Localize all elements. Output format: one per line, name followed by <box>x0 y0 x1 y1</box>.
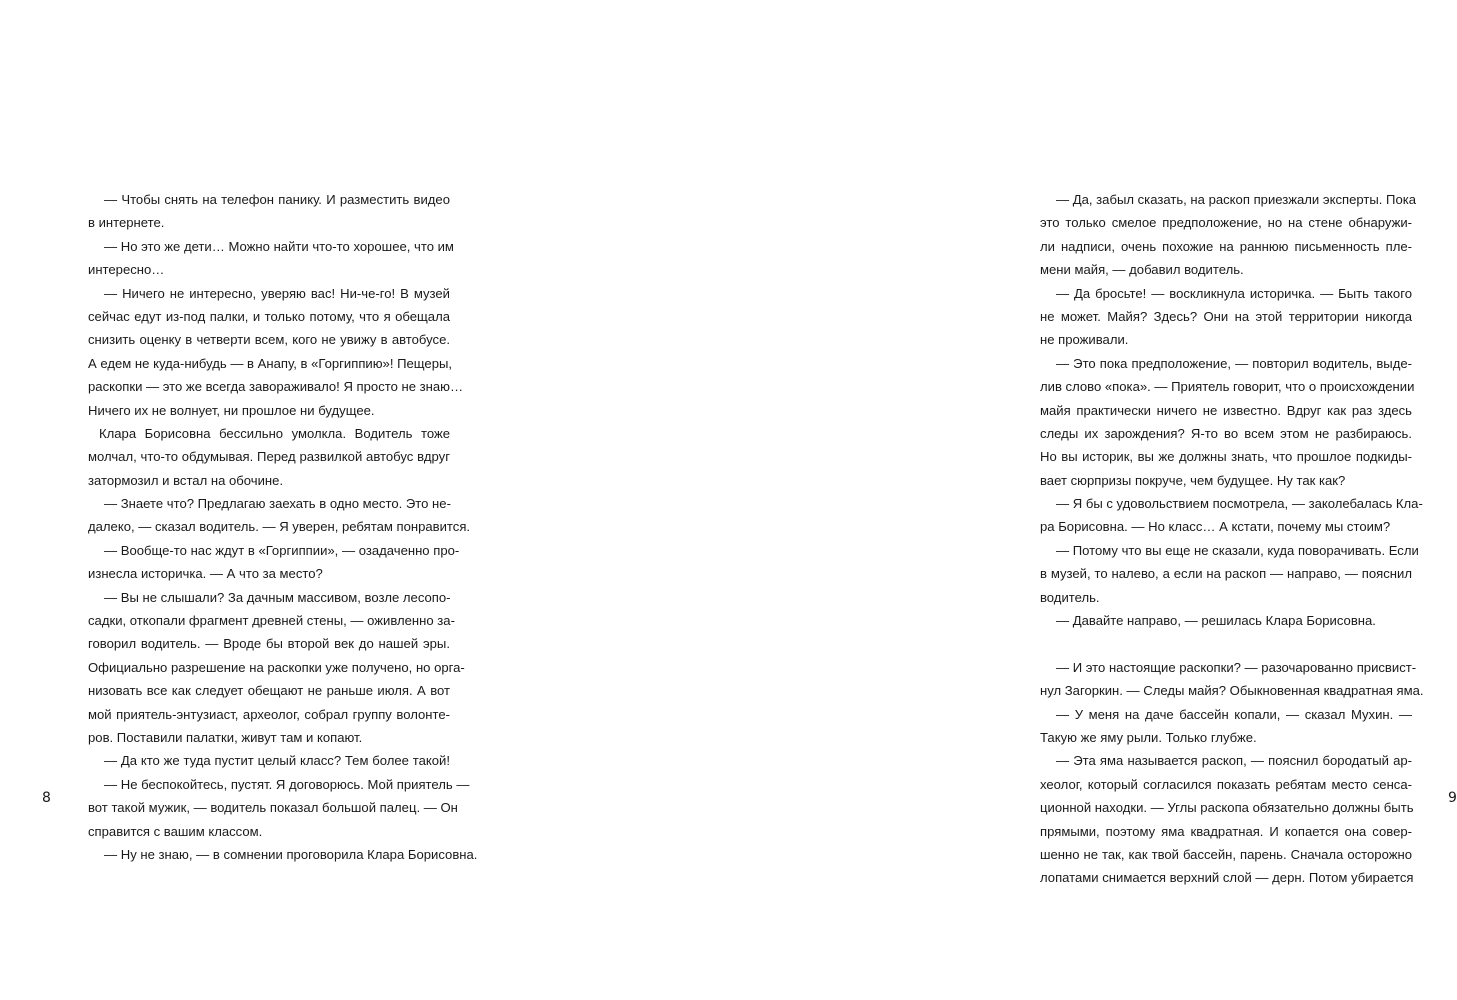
text-line: шенно не так, как твой бассейн, парень. Сначала осторожно <box>1040 846 1412 862</box>
text-line: — Но это же дети… Можно найти что-то хорошее, что им <box>104 238 454 254</box>
left-page <box>0 0 500 1000</box>
text-line: — Вы не слышали? За дачным массивом, возле лесопо- <box>104 589 451 605</box>
text-line: Но вы историк, вы же должны знать, что прошлое подкиды- <box>1040 449 1412 465</box>
text-line: хеолог, который согласился показать ребятам место сенса- <box>1040 776 1412 792</box>
text-line: снизить оценку в четверти всем, кого не увижу в автобусе. <box>88 332 450 348</box>
text-line: — Знаете что? Предлагаю заехать в одно место. Это не- <box>104 496 451 512</box>
text-line: мой приятель-энтузиаст, археолог, собрал группу волонте- <box>88 706 450 722</box>
text-line: — Ну не знаю, — в сомнении проговорила Клара Борисовна. <box>104 846 478 862</box>
text-line: майя практически ничего не известно. Вдруг как раз здесь <box>1040 402 1412 418</box>
text-line: водитель. <box>1040 589 1100 605</box>
text-line: ционной находки. — Углы раскопа обязательно должны быть <box>1040 800 1414 816</box>
text-line: в музей, то налево, а если на раскоп — направо, — пояснил <box>1040 566 1412 582</box>
text-line: — Давайте направо, — решилась Клара Борисовна. <box>1056 613 1376 629</box>
text-line: говорил водитель. — Вроде бы второй век до нашей эры. <box>88 636 450 652</box>
text-line: А едем не куда-нибудь — в Анапу, в «Горгиппию»! Пещеры, <box>88 355 453 371</box>
text-line: ра Борисовна. — Но класс… А кстати, почему мы стоим? <box>1040 519 1391 535</box>
text-line: ров. Поставили палатки, живут там и копают. <box>88 729 363 745</box>
text-line: сейчас едут из-под палки, и только потому, что я обещала <box>88 308 450 324</box>
text-line: это только смелое предположение, но на стене обнаружи- <box>1040 215 1412 231</box>
left-page-text <box>88 188 478 866</box>
text-line: — Чтобы снять на телефон панику. И разместить видео <box>104 192 450 207</box>
text-line: ли надписи, очень похожие на раннюю письменность пле- <box>1040 238 1412 254</box>
text-line: вот такой мужик, — водитель показал большой палец. — Он <box>88 800 458 816</box>
text-line: справится с вашим классом. <box>88 823 263 839</box>
text-line: лив слово «пока». — Приятель говорит, что о происхождении <box>1040 379 1415 395</box>
text-line: — И это настоящие раскопки? — разочарованно присвист- <box>1056 659 1417 675</box>
text-line: далеко, — сказал водитель. — Я уверен, ребятам понравится. <box>88 519 471 535</box>
text-line: следы их зарождения? Я-то во всем этом не разбираюсь. <box>1040 425 1412 441</box>
text-line: — Это пока предположение, — повторил водитель, выде- <box>1056 355 1412 371</box>
text-line: раскопки — это же всегда завораживало! Я просто не знаю… <box>88 379 464 395</box>
text-line: — Да бросьте! — воскликнула историчка. — Быть такого <box>1056 285 1412 301</box>
text-line: — У меня на даче бассейн копали, — сказал Мухин. — <box>1056 706 1412 722</box>
text-line: — Да кто же туда пустит целый класс? Тем более такой! <box>104 753 450 769</box>
text-line: мени майя, — добавил водитель. <box>1040 262 1244 278</box>
text-line: Такую же яму рыли. Только глубже. <box>1040 729 1257 745</box>
text-line: — Потому что вы еще не сказали, куда поворачивать. Если <box>1056 542 1419 558</box>
text-line <box>1040 632 1412 655</box>
text-line: молчал, что-то обдумывая. Перед развилкой автобус вдруг <box>88 449 450 465</box>
text-line: — Не беспокойтесь, пустят. Я договорюсь. Мой приятель — <box>104 776 470 792</box>
text-line: — Я бы с удовольствием посмотрела, — заколебалась Кла- <box>1056 496 1423 512</box>
text-line: в интернете. <box>88 215 165 231</box>
text-line: Клара Борисовна бессильно умолкла. Водитель тоже <box>99 425 450 441</box>
right-page <box>500 0 1457 1000</box>
text-line: садки, откопали фрагмент древней стены, — оживленно за- <box>88 613 455 629</box>
text-line: не проживали. <box>1040 332 1129 348</box>
text-line: вает сюрпризы покруче, чем будущее. Ну так как? <box>1040 472 1346 488</box>
text-line: низовать все как следует обещают не раньше июля. А вот <box>88 683 450 699</box>
text-line: не может. Майя? Здесь? Они на этой территории никогда <box>1040 308 1412 324</box>
text-line: лопатами снимается верхний слой — дерн. Потом убирается <box>1040 870 1414 886</box>
text-line: — Да, забыл сказать, на раскоп приезжали эксперты. Пока <box>1056 192 1417 207</box>
right-page-number: 9 <box>1448 790 1457 806</box>
text-line: затормозил и встал на обочине. <box>88 472 284 488</box>
text-line: — Ничего не интересно, уверяю вас! Ни-че-го! В музей <box>104 285 450 301</box>
text-line: нул Загоркин. — Следы майя? Обыкновенная квадратная яма. <box>1040 683 1424 699</box>
text-line: изнесла историчка. — А что за место? <box>88 566 323 582</box>
text-line: Ничего их не волнует, ни прошлое ни будущее. <box>88 402 375 418</box>
text-line: — Эта яма называется раскоп, — пояснил бородатый ар- <box>1056 753 1412 769</box>
right-page-text <box>1040 188 1424 890</box>
text-line: — Вообще-то нас ждут в «Горгиппии», — озадаченно про- <box>104 542 460 558</box>
text-line: интересно… <box>88 262 165 278</box>
text-line: Официально разрешение на раскопки уже получено, но орга- <box>88 659 465 675</box>
text-line: прямыми, поэтому яма квадратная. И копается она совер- <box>1040 823 1412 839</box>
left-page-number: 8 <box>42 790 51 806</box>
